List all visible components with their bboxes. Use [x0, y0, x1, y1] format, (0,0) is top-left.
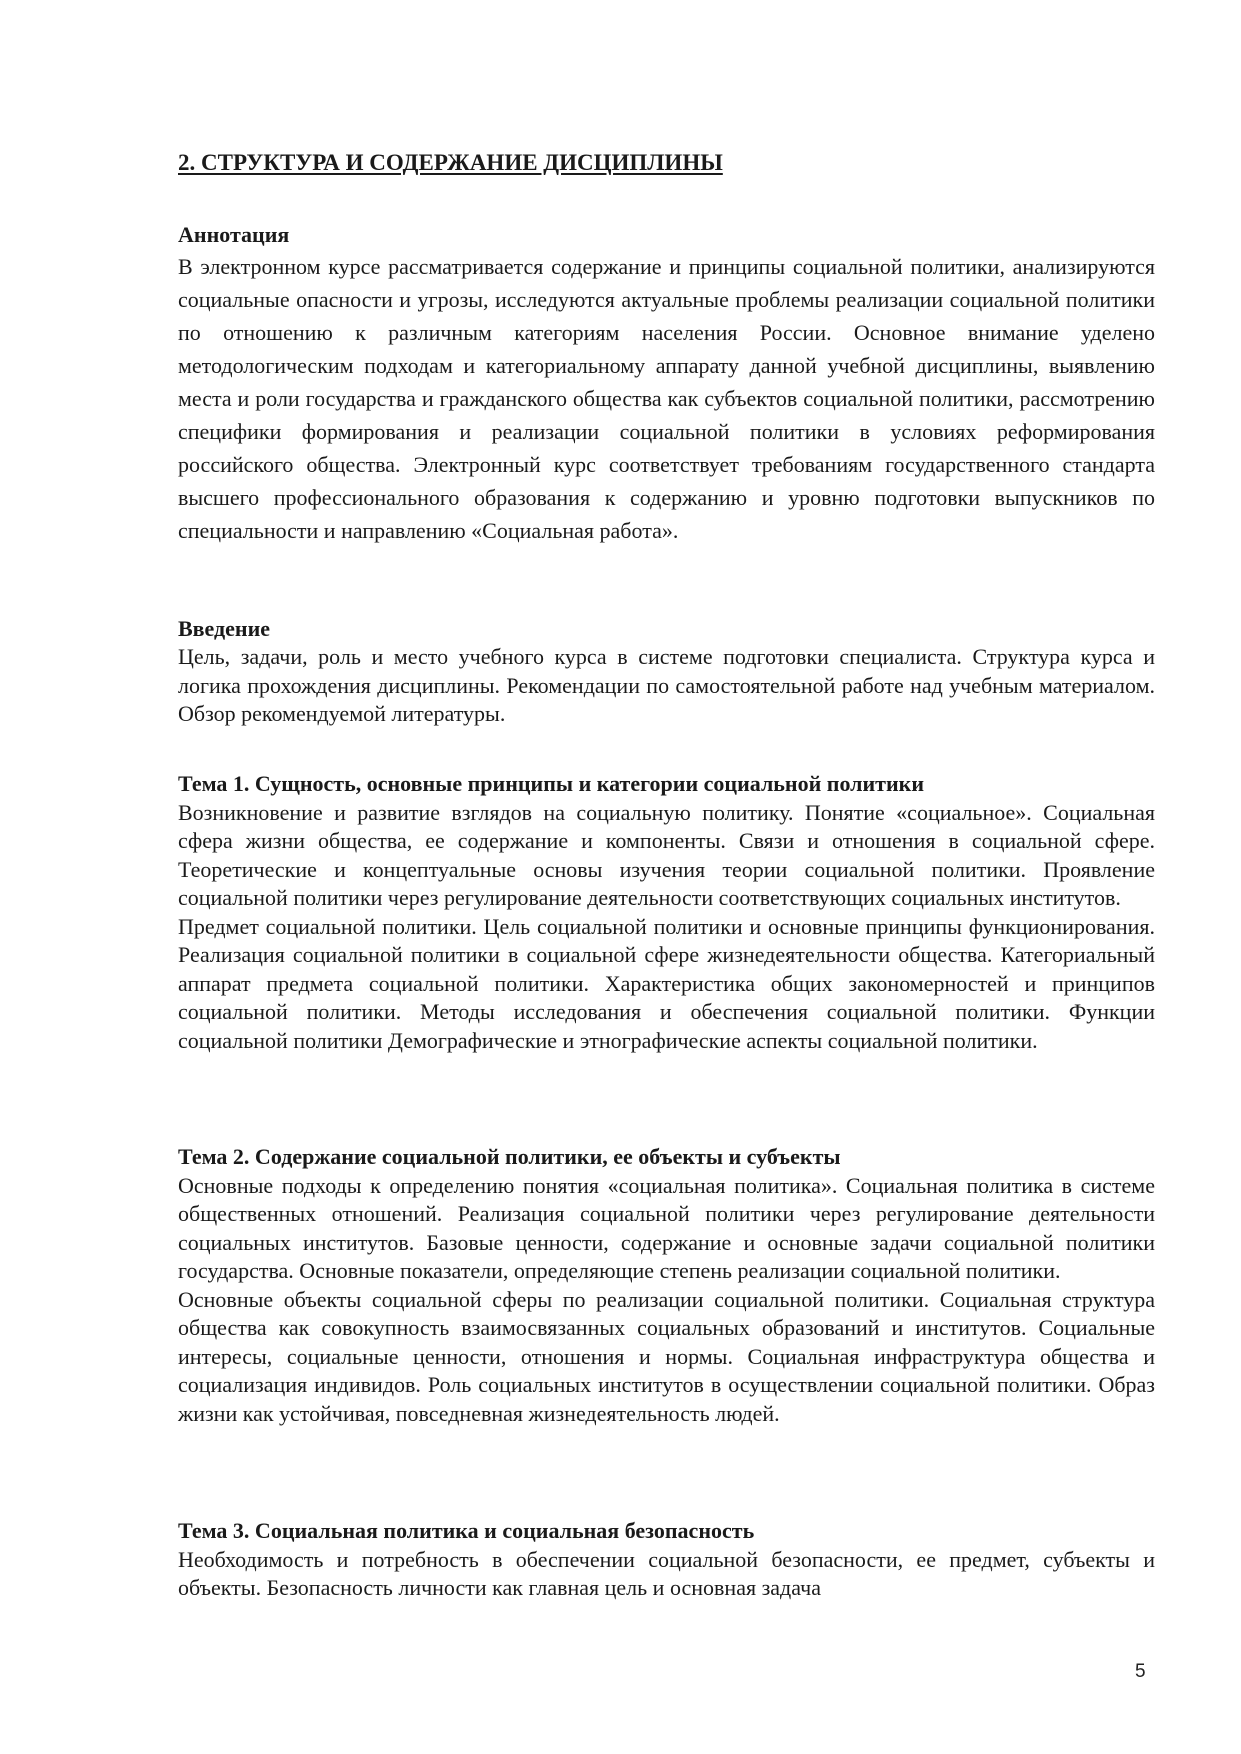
section-paragraph: Основные объекты социальной сферы по реализации социальной политики. Социальная структура общества как совокупность взаимосвязанных социальных образований и институтов. Социальные интересы, социальные ценности, отношения и нормы. Социальная инфраструктура общества и социализация индивидов. Роль социальных институтов в осуществлении социальной политики. Образ жизни как устойчивая, повседневная жизнедеятельность людей.: [178, 1286, 1155, 1426]
section-heading: Тема 2. Содержание социальной политики, ее объекты и субъекты: [178, 1144, 841, 1169]
section-heading: Введение: [178, 616, 271, 641]
section-topic-2: [178, 1143, 1155, 1428]
page-number: 5: [1135, 1661, 1146, 1682]
section-paragraph: Основные подходы к определению понятия «социальная политика». Социальная политика в системе общественных отношений. Реализация социальной политики через регулирование деятельности социальных институтов. Базовые ценности, содержание и основные задачи социальной политики государства. Основные показатели, определяющие степень реализации социальной политики.: [178, 1172, 1155, 1283]
section-paragraph: Цель, задачи, роль и место учебного курса в системе подготовки специалиста. Структура курса и логика прохождения дисциплины. Рекомендации по самостоятельной работе над учебным материалом. Обзор рекомендуемой литературы.: [178, 644, 1155, 726]
section-paragraph: Возникновение и развитие взглядов на социальную политику. Понятие «социальное». Социальная сфера жизни общества, ее содержание и компоненты. Связи и отношения в социальной сфере. Теоретические и концептуальные основы изучения теории социальной политики. Проявление социальной политики через регулирование деятельности соответствующих социальных институтов.: [178, 799, 1155, 910]
section-heading: Аннотация: [178, 222, 290, 247]
section-paragraph: В электронном курсе рассматривается содержание и принципы социальной политики, анализируются социальные опасности и угрозы, исследуются актуальные проблемы реализации социальной политики по отношению к различным категориям населения России. Основное внимание уделено методологическим подходам и категориальному аппарату данной учебной дисциплины, выявлению места и роли государства и гражданского общества как субъектов социальной политики, рассмотрению специфики формирования и реализации социальной политики в условиях реформирования российского общества. Электронный курс соответствует требованиям государственного стандарта высшего профессионального образования к содержанию и уровню подготовки выпускников по специальности и направлению «Социальная работа».: [178, 254, 1155, 543]
section-introduction: [178, 615, 1155, 729]
section-heading: Тема 1. Сущность, основные принципы и категории социальной политики: [178, 771, 925, 796]
section-paragraph: Предмет социальной политики. Цель социальной политики и основные принципы функционирования. Реализация социальной политики в социальной сфере жизнедеятельности общества. Категориальный аппарат предмета социальной политики. Характеристика общих закономерностей и принципов социальной политики. Методы исследования и обеспечения социальной политики. Функции социальной политики Демографические и этнографические аспекты социальной политики.: [178, 913, 1155, 1053]
chapter-title: 2. СТРУКТУРА И СОДЕРЖАНИЕ ДИСЦИПЛИНЫ: [178, 150, 723, 175]
section-annotation: [178, 220, 1155, 547]
section-topic-3: [178, 1517, 1155, 1603]
section-topic-1: [178, 770, 1155, 1055]
section-paragraph: Необходимость и потребность в обеспечении социальной безопасности, ее предмет, субъекты и объекты. Безопасность личности как главная цель и основная задача: [178, 1546, 1155, 1600]
section-heading: Тема 3. Социальная политика и социальная безопасность: [178, 1518, 755, 1543]
